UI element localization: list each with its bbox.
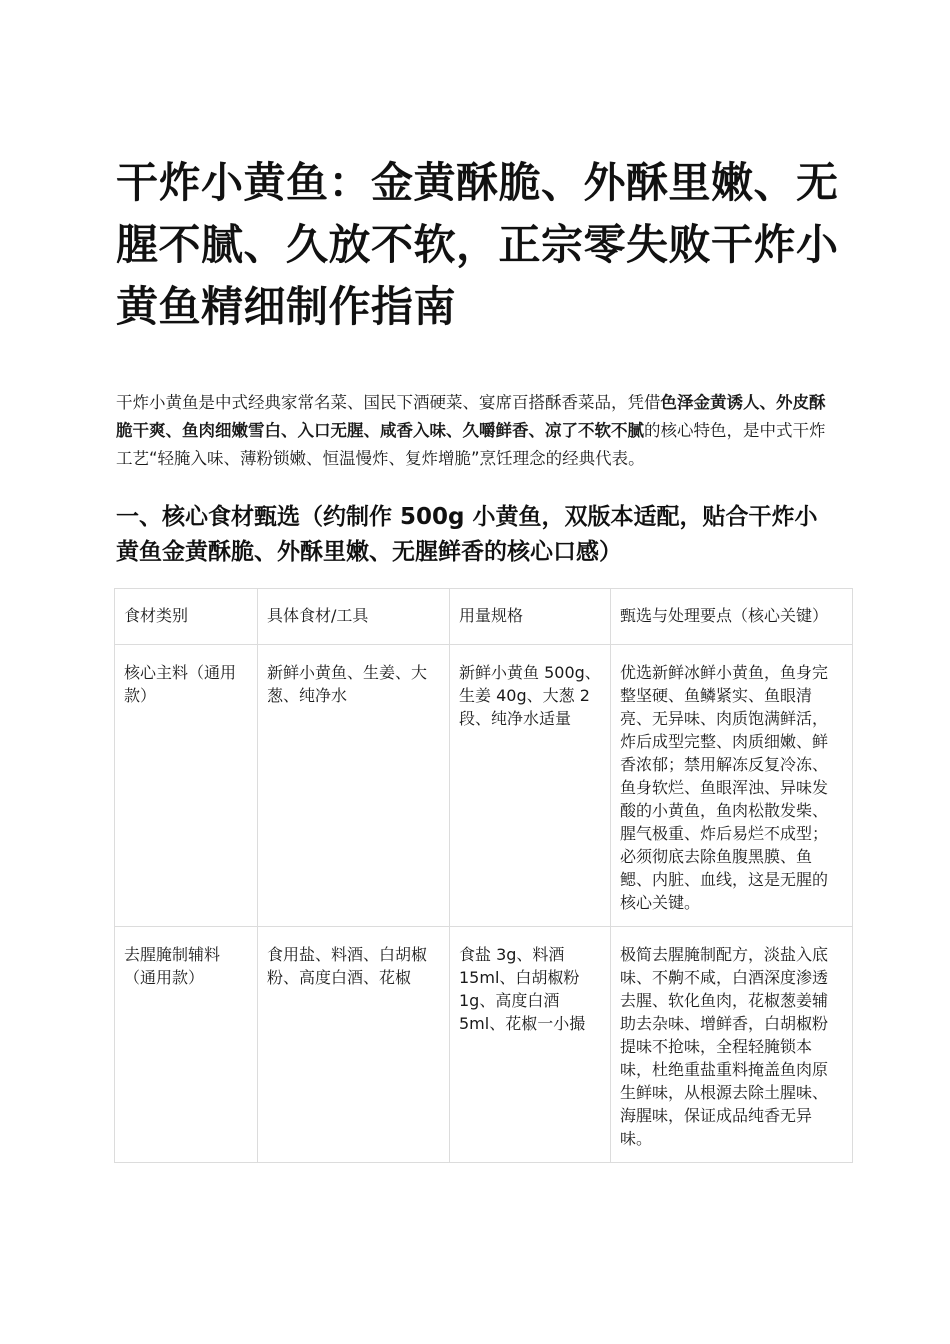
table-row [115,645,853,927]
document-title: 干炸小黄鱼：金黄酥脆、外酥里嫩、无腥不腻、久放不软，正宗零失败干炸小黄鱼精细制作指南 [116,158,839,331]
intro-text-end: 的核心特色，是中式干炸工艺“轻腌入味、薄粉锁嫩、恒温慢炸、复炸增脆”烹饪理念的经典代表。 [116,421,826,468]
cell-quantity: 新鲜小黄鱼 500g、生姜 40g、大葱 2 段、纯净水适量 [450,645,611,927]
header-quantity: 用量规格 [450,589,611,645]
ingredients-table [114,588,853,1163]
cell-category: 核心主料（通用款） [115,645,258,927]
cell-category: 去腥腌制辅料（通用款） [115,927,258,1163]
cell-ingredients: 新鲜小黄鱼、生姜、大葱、纯净水 [258,645,450,927]
table-header-row [115,589,853,645]
table-row [115,927,853,1163]
intro-paragraph [116,389,841,473]
section-heading: 一、核心食材甄选（约制作 500g 小黄鱼，双版本适配，贴合干炸小黄鱼金黄酥脆、外酥里嫩、无腥鲜香的核心口感） [116,504,818,565]
intro-highlight: 色泽金黄诱人、外皮酥脆干爽、鱼肉细嫩雪白、入口无腥、咸香入味、久嚼鲜香、凉了不软不腻 [116,393,826,440]
header-category: 食材类别 [115,589,258,645]
cell-quantity: 食盐 3g、料酒 15ml、白胡椒粉 1g、高度白酒 5ml、花椒一小撮 [450,927,611,1163]
cell-ingredients: 食用盐、料酒、白胡椒粉、高度白酒、花椒 [258,927,450,1163]
intro-text-start: 干炸小黄鱼是中式经典家常名菜、国民下酒硬菜、宴席百搭酥香菜品，凭借 [116,393,661,412]
header-notes: 甄选与处理要点（核心关键） [611,589,853,645]
cell-notes: 优选新鲜冰鲜小黄鱼，鱼身完整坚硬、鱼鳞紧实、鱼眼清亮、无异味、肉质饱满鲜活，炸后成型完整、肉质细嫩、鲜香浓郁；禁用解冻反复冷冻、鱼身软烂、鱼眼浑浊、异味发酸的小黄鱼，鱼肉松散发柴、腥气极重、炸后易烂不成型；必须彻底去除鱼腹黑膜、鱼鳃、内脏、血线，这是无腥的核心关键。 [611,645,853,927]
header-ingredients: 具体食材/工具 [258,589,450,645]
cell-notes: 极简去腥腌制配方，淡盐入底味、不齁不咸，白酒深度渗透去腥、软化鱼肉，花椒葱姜辅助去杂味、增鲜香，白胡椒粉提味不抢味，全程轻腌锁本味，杜绝重盐重料掩盖鱼肉原生鲜味，从根源去除土腥味、海腥味，保证成品纯香无异味。 [611,927,853,1163]
